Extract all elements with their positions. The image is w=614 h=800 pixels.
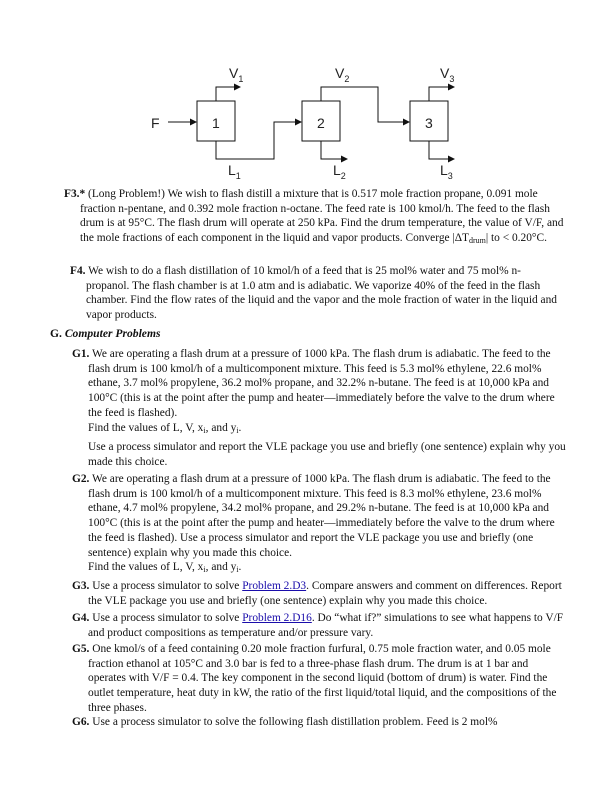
v1-arrow [216, 87, 240, 101]
problem-f4: F4. We wish to do a flash distillation of 10 kmol/h of a feed that is 25 mol% water and 75 mol% n-propanol. The flash chamber is at 1.0 atm and is adiabatic. We vaporize 40% of the feed in the flash chamber. Find the flow rates of the liquid and the vapor and the mole fraction of water in the liquid and vapor products. [70, 265, 557, 322]
problem-number: F4. [70, 265, 86, 277]
problem-number: G4. [72, 612, 90, 624]
g2-find: Find the values of L, V, $x_i$, and $y_i$. [88, 561, 242, 574]
problem-g5: G5. One kmol/s of a feed containing 0.20 mole fraction furfural, 0.75 mole fraction water, and 0.05 mole fraction ethanol at 105°C and 3.0 bar is fed to a three-phase flash drum. The drum is at 1 bar and operates with V/F = 0.4. The key component in the second liquid (bottom of drum) is water. Find the outlet temperature, heat duty in kW, the ratio of the first liquid/total liquid, and the compositions of the three phases. [72, 643, 557, 714]
v3-label: $V_3$ [440, 65, 455, 84]
feed-label: F [151, 115, 160, 131]
problem-g1: G1. We are operating a flash drum at a pressure of 1000 kPa. The flash drum is adiabatic. The feed to the flash drum is 100 kmol/h of a multicomponent mixture. This feed is 5.3 mol% ethylene, 22.6 mol% ethane, 3.7 mol% propylene, 36.2 mol% propane, and 32.2% n-butane. The feed is at 10,000 kPa and 100°C (this is at the point after the pump and heater—immediately before the valve to the drum where the feed is flashed). [72, 348, 555, 419]
problem-g2: G2. We are operating a flash drum at a pressure of 1000 kPa. The flash drum is adiabatic. The feed to the flash drum is 100 kmol/h of a multicomponent mixture. This feed is 8.3 mol% ethylene, 23.6 mol% ethane, 4.7 mol% propylene, 34.2 mol% propane, and 29.2% n-butane. The feed is at 10,000 kPa and 100°C (this is at the point after the pump and heater—immediately before the valve to the drum where the feed is flashed). Use a process simulator and report the VLE package you use and briefly (one sentence) explain why you made this choice. [72, 473, 555, 559]
problem-2-d3-link[interactable]: Problem 2.D3 [242, 580, 307, 592]
problem-number: G5. [72, 643, 90, 655]
problem-g6: G6. Use a process simulator to solve the following flash distillation problem. Feed is 2 mol% [72, 716, 498, 728]
g1-find: Find the values of L, V, $x_i$, and $y_i$. [88, 422, 242, 435]
l2-label: $L_2$ [333, 162, 346, 181]
section-heading: G. Computer Problems [50, 327, 161, 340]
problem-number: G2. [72, 473, 90, 485]
drum-1-label: 1 [212, 115, 220, 131]
drum-3-label: 3 [425, 115, 433, 131]
l2-arrow [321, 141, 347, 159]
problem-number: G1. [72, 348, 90, 360]
v3-arrow [429, 87, 454, 101]
problem-number: F3.* [64, 188, 86, 200]
problem-number: G6. [72, 716, 90, 728]
problem-2-d16-link[interactable]: Problem 2.D16 [242, 612, 312, 624]
problem-g4: G4. Use a process simulator to solve Problem 2.D16. Do “what if?” simulations to see what happens to V/F and product compositions as temperature and/or pressure vary. [72, 612, 564, 639]
l1-label: $L_1$ [228, 162, 241, 181]
l3-label: $L_3$ [440, 162, 453, 181]
v1-label: $V_1$ [229, 65, 244, 84]
l3-arrow [429, 141, 454, 159]
drum-2-label: 2 [317, 115, 325, 131]
problem-g3: G3. Use a process simulator to solve Problem 2.D3. Compare answers and comment on differences. Report the VLE package you use and briefly (one sentence) explain why you made this choice. [72, 580, 562, 607]
problem-f3: F3.* (Long Problem!) We wish to flash distill a mixture that is 0.517 mole fraction propane, 0.091 mole fraction n-pentane, and 0.392 mole fraction n-octane. The feed rate is 100 kmol/h. The feed to the flash drum is at 95°C. The flash drum will operate at 250 kPa. Find the drum temperature, the value of V/F, and the mole fractions of each component in the liquid and vapor products. Converge $|\Delta T_{drum}|$ to < 0.20°C. [64, 188, 564, 246]
flash-cascade-diagram [140, 58, 480, 190]
v2-label: $V_2$ [335, 65, 350, 84]
problem-number: G3. [72, 580, 90, 592]
g1-use: Use a process simulator and report the VLE package you use and briefly (one sentence) explain why you made this choice. [88, 441, 566, 468]
